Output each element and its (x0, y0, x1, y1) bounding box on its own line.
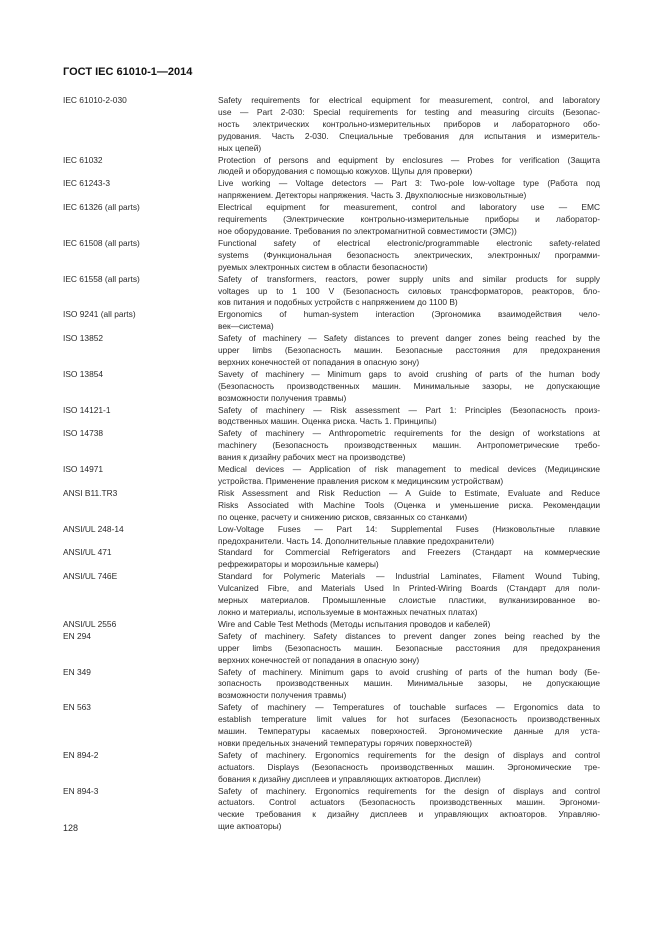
standard-code: IEC 61508 (all parts) (63, 237, 140, 248)
standard-title (218, 369, 600, 405)
reference-entry (63, 547, 600, 571)
title-line: век—система) (218, 321, 274, 332)
standard-title (218, 202, 600, 238)
standard-title (218, 619, 600, 631)
standard-code: ISO 14121-1 (63, 404, 111, 415)
standard-code: IEC 61032 (63, 154, 103, 165)
title-line: ческие требования к дизайну дисплеев и управляющих актюаторов. Управляю- (218, 809, 600, 820)
title-line: предохранители. Часть 14. Дополнительные плавкие предохранители) (218, 535, 495, 546)
standard-code: EN 894-2 (63, 749, 99, 760)
title-line: Safety of machinery. Safety distances to prevent danger zones being reached by the (218, 630, 600, 641)
reference-entry (63, 155, 600, 179)
title-line: requirements (Электрические контрольно-измерительные приборы и лаборатор- (218, 214, 600, 225)
standard-title (218, 571, 600, 619)
title-line: Standard for Commercial Refrigerators and Freezers (Стандарт на коммерческие (218, 547, 600, 558)
title-line: Standard for Polymeric Materials — Industrial Laminates, Filament Wound Tubing, (218, 571, 600, 582)
title-line: возможности получения травмы) (218, 392, 347, 403)
title-line: Safety of machinery — Safety distances to prevent danger zones being reached by the (218, 333, 600, 344)
reference-entry (63, 178, 600, 202)
standard-code: IEC 61558 (all parts) (63, 273, 140, 284)
reference-entry (63, 571, 600, 619)
standard-code: EN 563 (63, 702, 91, 713)
title-line: Safety of machinery. Ergonomics requirements for the design of displays and control (218, 785, 600, 796)
title-line: водственных машин. Оценка риска. Часть 1. Принципы) (218, 416, 437, 427)
title-line: вания к дизайну рабочих мест на производстве) (218, 452, 406, 463)
title-line: Safety of machinery — Temperatures of touchable surfaces — Ergonomics data to (218, 702, 600, 713)
standard-code: ANSI/UL 248-14 (63, 523, 124, 534)
standard-code: EN 894-3 (63, 785, 99, 796)
standard-title (218, 274, 600, 310)
reference-entry (63, 95, 600, 155)
title-line: мерных материалов. Промышленные слоистые пластики, вулканизированное во- (218, 595, 600, 606)
title-line: Safety of machinery — Anthropometric requirements for the design of workstations at (218, 428, 600, 439)
reference-entry (63, 274, 600, 310)
title-line: Safety of transformers, reactors, power supply units and similar products for supply (218, 273, 600, 284)
standard-title (218, 238, 600, 274)
standard-title (218, 702, 600, 750)
reference-entry (63, 333, 600, 369)
standard-code: EN 349 (63, 666, 91, 677)
title-line: Medical devices — Application of risk management to medical devices (Медицинские (218, 464, 600, 475)
reference-entry (63, 464, 600, 488)
reference-entry (63, 369, 600, 405)
title-line: Low-Voltage Fuses — Part 14: Supplemental Fuses (Низковольтные плавкие (218, 523, 600, 534)
standard-code: ISO 13854 (63, 368, 104, 379)
standard-code: ISO 9241 (all parts) (63, 309, 136, 320)
standard-title (218, 547, 600, 571)
standard-title (218, 95, 600, 155)
title-line: руемых электронных систем в области безопасности) (218, 261, 428, 272)
title-line: upper limbs (Безопасность машин. Безопасные расстояния для предохранения (218, 345, 600, 356)
standard-code: ISO 14971 (63, 464, 104, 475)
title-line: systems (Функциональная безопасность электрических, электронных/ программи- (218, 249, 600, 260)
reference-entry (63, 524, 600, 548)
standard-title (218, 309, 600, 333)
title-line: устройства. Применение правления риском к медицинским устройствам) (218, 476, 504, 486)
page-header: ГОСТ IEC 61010-1—2014 (63, 66, 193, 78)
standard-code: IEC 61010-2-030 (63, 95, 127, 105)
standard-code: ANSI/UL 746E (63, 571, 118, 582)
reference-entry (63, 750, 600, 786)
standard-title (218, 333, 600, 369)
title-line: actuators. Control actuators (Безопасность производственных машин. Эргономи- (218, 797, 600, 808)
reference-entry (63, 202, 600, 238)
standard-code: ISO 14738 (63, 428, 104, 439)
title-line: по оценке, расчету и снижению рисков, связанных со станками) (218, 511, 468, 522)
title-line: бования к дизайну дисплеев и управляющих актюаторов. Дисплеи) (218, 773, 481, 784)
title-line: ных цепей) (218, 142, 262, 153)
standard-code: EN 294 (63, 630, 91, 641)
standard-title (218, 155, 600, 179)
title-line: Savety of machinery — Minimum gaps to avoid crushing of parts of the human body (218, 368, 600, 379)
reference-entry (63, 702, 600, 750)
standard-code: ISO 13852 (63, 333, 104, 344)
title-line: машин. Температуры касаемых поверхностей. Эргономические данные для уста- (218, 726, 600, 737)
standard-code: ANSI/UL 2556 (63, 618, 117, 629)
title-line: рудования. Часть 2-030. Специальные требования для испытания и измеритель- (218, 130, 600, 141)
standard-title (218, 524, 600, 548)
title-line: establish temperature limit values for hot surfaces (Безопасность производственных (218, 714, 600, 725)
title-line: (Безопасность производственных машин. Минимальные зазоры, не допускающие (218, 380, 600, 391)
title-line: Safety of machinery. Minimum gaps to avoid crushing of parts of the human body (Бе- (218, 666, 600, 677)
title-line: Vulcanized Fibre, and Materials Used In Printed-Wiring Boards (Стандарт для поли- (218, 583, 600, 594)
title-line: зопасность производственных машин. Минимальные зазоры, не допускающие (218, 678, 600, 689)
title-line: возможности получения травмы) (218, 690, 347, 701)
title-line: верхних конечностей от попадания в опасную зону) (218, 356, 420, 367)
standard-code: IEC 61326 (all parts) (63, 202, 140, 213)
title-line: щие актюаторы) (218, 821, 282, 832)
standard-title (218, 428, 600, 464)
reference-entry (63, 405, 600, 429)
title-line: actuators. Displays (Безопасность производственных машин. Эргономические тре- (218, 761, 600, 772)
standard-code: ANSI/UL 471 (63, 547, 112, 558)
title-line: Risk Assessment and Risk Reduction — A Guide to Estimate, Evaluate and Reduce (218, 487, 600, 498)
title-line: Ergonomics of human-system interaction (Эргономика взаимодействия чело- (218, 309, 600, 320)
standard-title (218, 178, 600, 202)
title-line: Functional safety of electrical electronic/programmable electronic safety-related (218, 237, 600, 248)
reference-entry (63, 667, 600, 703)
title-line: ность электрических контрольно-измерительных приборов и лабораторного обо- (218, 118, 600, 129)
standard-title (218, 750, 600, 786)
title-line: верхних конечностей от попадания в опасную зону) (218, 654, 420, 665)
title-line: Electrical equipment for measurement, control and laboratory use — EMC (218, 202, 600, 213)
reference-entry (63, 428, 600, 464)
title-line: напряжением. Детекторы напряжения. Часть 3. Двухполюсные низковольтные) (218, 190, 527, 201)
reference-entry (63, 238, 600, 274)
standard-code: ANSI B11.TR3 (63, 487, 118, 498)
title-line: voltages up to 1 100 V (Безопасность силовых трансформаторов, реакторов, бло- (218, 285, 600, 296)
title-line: рефрежираторы и морозильные камеры) (218, 559, 379, 570)
title-line: use — Part 2-030: Special requirements for testing and measuring circuits (Безопас- (218, 106, 600, 117)
standard-title (218, 667, 600, 703)
standard-title (218, 631, 600, 667)
title-line: людей и оборудования с помощью кожухов. Щупы для проверки) (218, 166, 473, 177)
title-line: Protection of persons and equipment by enclosures — Probes for verification (Защита (218, 154, 600, 165)
title-line: новки предельных значений температуры горячих поверхностей) (218, 737, 472, 748)
title-line: локно и материалы, используемые в монтажных печатных платах) (218, 606, 478, 617)
reference-entry (63, 786, 600, 834)
page-number: 128 (63, 823, 79, 833)
reference-entry (63, 631, 600, 667)
title-line: Live working — Voltage detectors — Part 3: Two-pole low-voltage type (Работа под (218, 178, 600, 189)
title-line: Safety requirements for electrical equipment for measurement, control, and laboratory (218, 95, 600, 105)
reference-entry (63, 619, 600, 631)
title-line: Safety of machinery. Ergonomics requirements for the design of displays and control (218, 749, 600, 760)
title-line: ков питания и подобных устройств с напряжением до 1100 В) (218, 297, 458, 308)
reference-entry (63, 309, 600, 333)
reference-entry (63, 488, 600, 524)
title-line: Risks Associated with Machine Tools (Оценка и уменьшение риска. Рекомендации (218, 499, 600, 510)
title-line: ное оборудование. Требования по электромагнитной совместимости (ЭМС)) (218, 225, 517, 236)
standard-title (218, 405, 600, 429)
title-line: machinery (Безопасность производственных машин. Антропометрические требо- (218, 440, 600, 451)
standard-title (218, 488, 600, 524)
reference-list (63, 95, 600, 833)
standard-code: IEC 61243-3 (63, 178, 111, 189)
standard-title (218, 786, 600, 834)
title-line: Wire and Cable Test Methods (Методы испытания проводов и кабелей) (218, 618, 491, 629)
standard-title (218, 464, 600, 488)
title-line: Safety of machinery — Risk assessment — Part 1: Principles (Безопасность произ- (218, 404, 600, 415)
title-line: upper limbs (Безопасность машин. Безопасные расстояния для предохранения (218, 642, 600, 653)
